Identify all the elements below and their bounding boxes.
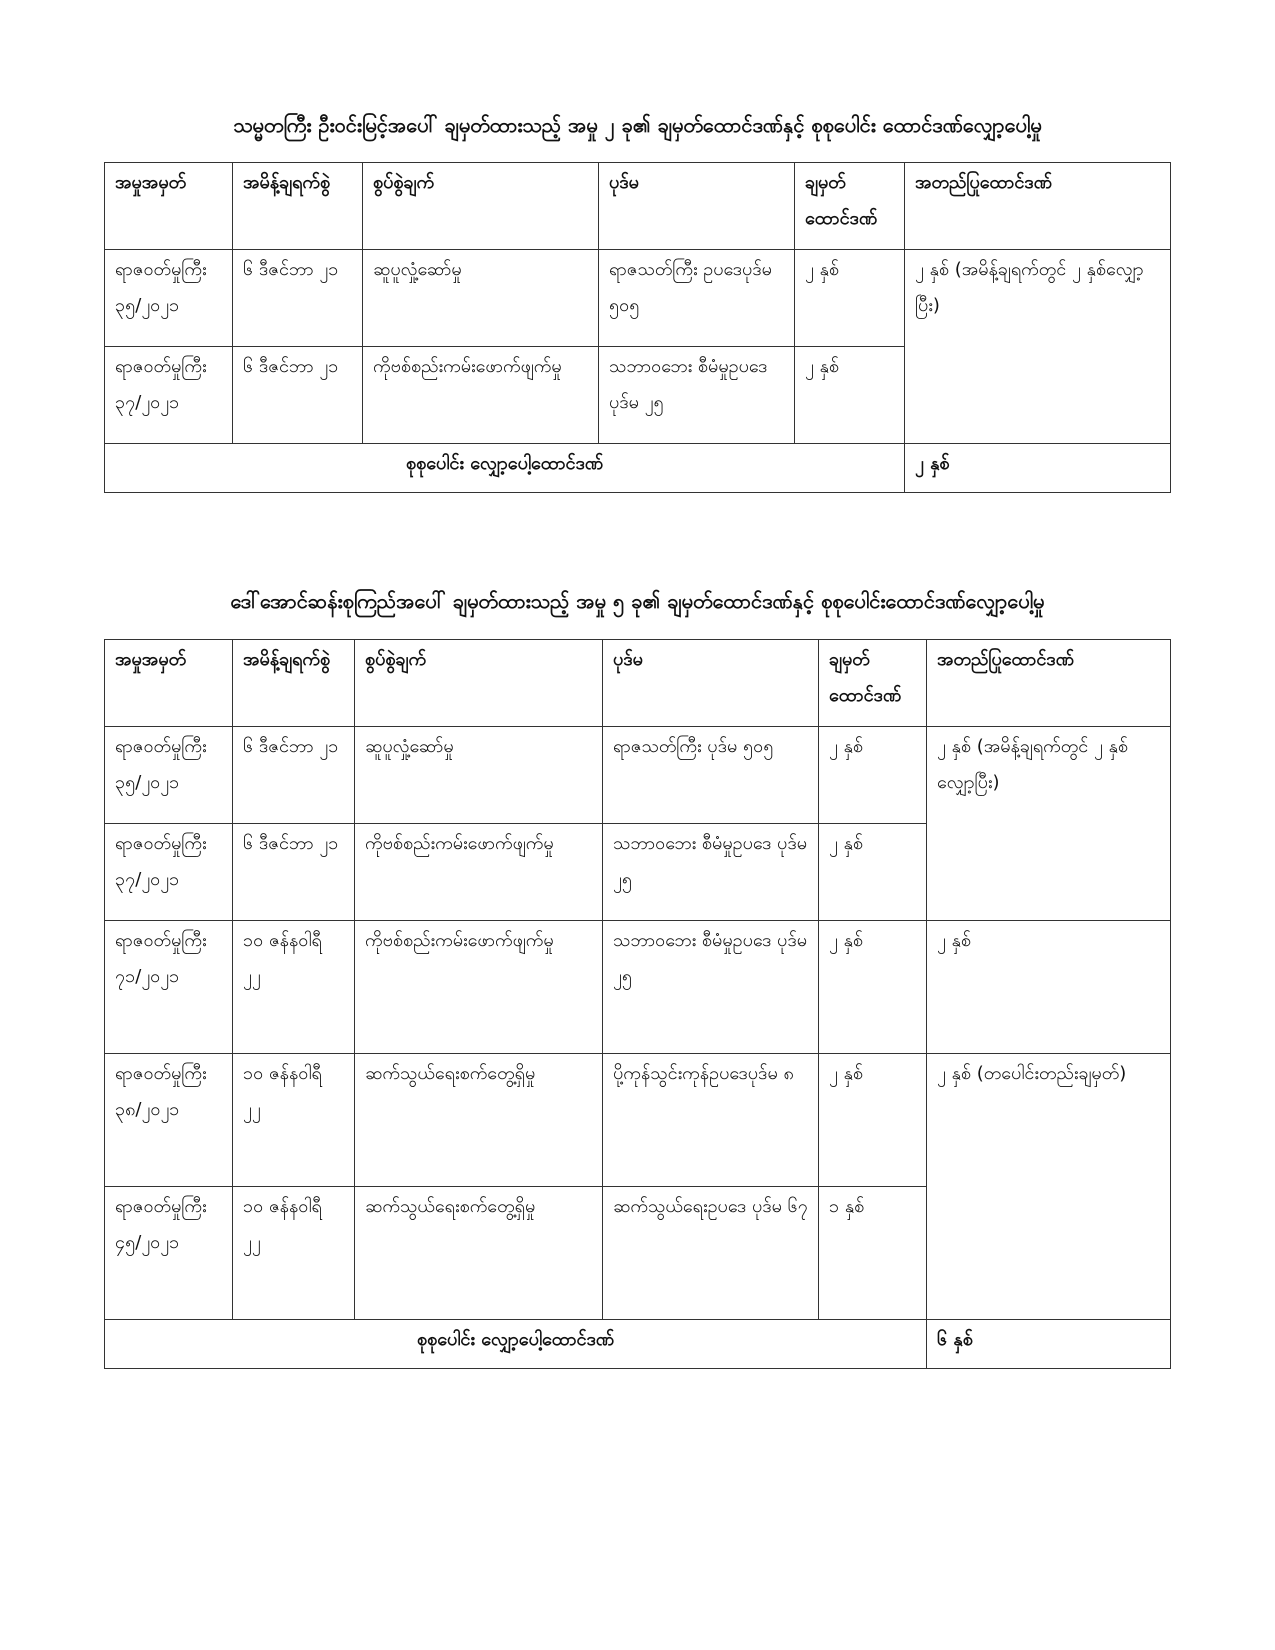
header-section: ပုဒ်မ: [603, 640, 819, 727]
case-no-cell: ရာဇဝတ်မှုကြီး ၇၁/၂၀၂၁: [105, 921, 233, 1054]
section-cell: ရာဇသတ်ကြီး ပုဒ်မ ၅၀၅: [603, 727, 819, 824]
section-cell: ဆက်သွယ်ရေးဥပဒေ ပုဒ်မ ၆၇: [603, 1187, 819, 1320]
table-row: [105, 727, 1171, 824]
case-no-cell: ရာဇဝတ်မှုကြီး ၃၅/၂၀၂၁: [105, 727, 233, 824]
header-confirmed: အတည်ပြုထောင်ဒဏ်: [927, 640, 1171, 727]
header-case-no: အမှုအမှတ်: [105, 640, 233, 727]
date-cell: ၆ ဒီဇင်ဘာ ၂၁: [233, 250, 363, 347]
sentence-cell: ၂ နှစ်: [819, 824, 927, 921]
table-row: [105, 250, 1171, 347]
header-charge: စွပ်စွဲချက်: [363, 163, 599, 250]
header-case-no: အမှုအမှတ်: [105, 163, 233, 250]
section-2-table: [104, 639, 1171, 1369]
date-cell: ၆ ဒီဇင်ဘာ ၂၁: [233, 727, 355, 824]
header-sentence: ချမှတ် ထောင်ဒဏ်: [795, 163, 905, 250]
case-no-cell: ရာဇဝတ်မှုကြီး ၃၈/၂၀၂၁: [105, 1054, 233, 1187]
header-date: အမိန့်ချရက်စွဲ: [233, 163, 363, 250]
charge-cell: ဆူပူလှုံ့ဆော်မှု: [355, 727, 603, 824]
section-cell: သဘာဝဘေး စီမံမှုဥပဒေ ပုဒ်မ ၂၅: [603, 824, 819, 921]
charge-cell: ဆူပူလှုံ့ဆော်မှု: [363, 250, 599, 347]
sentence-cell: ၂ နှစ်: [819, 1054, 927, 1187]
table-header-row: [105, 640, 1171, 727]
total-row: [105, 444, 1171, 493]
section-cell: ပို့ကုန်သွင်းကုန်ဥပဒေပုဒ်မ ၈: [603, 1054, 819, 1187]
confirmed-cell: ၂ နှစ် (အမိန့်ချရက်တွင် ၂ နှစ်လျှော့ပြီး): [927, 727, 1171, 921]
header-confirmed: အတည်ပြုထောင်ဒဏ်: [905, 163, 1171, 250]
charge-cell: ကိုဗစ်စည်းကမ်းဖောက်ဖျက်မှု: [355, 824, 603, 921]
case-no-cell: ရာဇဝတ်မှုကြီး ၃၇/၂၀၂၁: [105, 347, 233, 444]
section-cell: ရာဇသတ်ကြီး ဥပဒေပုဒ်မ ၅၀၅: [599, 250, 795, 347]
sentence-cell: ၂ နှစ်: [819, 727, 927, 824]
charge-cell: ကိုဗစ်စည်းကမ်းဖောက်ဖျက်မှု: [363, 347, 599, 444]
charge-cell: ဆက်သွယ်ရေးစက်တွေ့ရှိမှု: [355, 1054, 603, 1187]
confirmed-cell: ၂ နှစ် (အမိန့်ချရက်တွင် ၂ နှစ်လျှော့ပြီး): [905, 250, 1171, 444]
total-value: ၂ နှစ်: [905, 444, 1171, 493]
header-section: ပုဒ်မ: [599, 163, 795, 250]
charge-cell: ဆက်သွယ်ရေးစက်တွေ့ရှိမှု: [355, 1187, 603, 1320]
total-label: စုစုပေါင်း လျှော့ပေါ့ထောင်ဒဏ်: [105, 1320, 927, 1369]
confirmed-cell: ၂ နှစ်: [927, 921, 1171, 1054]
section-1-table: [104, 162, 1171, 493]
table-header-row: [105, 163, 1171, 250]
total-value: ၆ နှစ်: [927, 1320, 1171, 1369]
date-cell: ၁၀ ဇန်နဝါရီ ၂၂: [233, 1187, 355, 1320]
header-sentence: ချမှတ် ထောင်ဒဏ်: [819, 640, 927, 727]
table-row: [105, 1054, 1171, 1187]
total-row: [105, 1320, 1171, 1369]
case-no-cell: ရာဇဝတ်မှုကြီး ၃၇/၂၀၂၁: [105, 824, 233, 921]
section-2-title: ဒေါ်အောင်ဆန်းစုကြည်အပေါ် ချမှတ်ထားသည့် အမှု ၅ ခု၏ ချမှတ်ထောင်ဒဏ်နှင့် စုစုပေါင်းထောင်ဒဏ်လျှော့ပေါ့မှု: [230, 589, 1045, 613]
charge-cell: ကိုဗစ်စည်းကမ်းဖောက်ဖျက်မှု: [355, 921, 603, 1054]
date-cell: ၆ ဒီဇင်ဘာ ၂၁: [233, 347, 363, 444]
date-cell: ၆ ဒီဇင်ဘာ ၂၁: [233, 824, 355, 921]
case-no-cell: ရာဇဝတ်မှုကြီး ၃၅/၂၀၂၁: [105, 250, 233, 347]
header-date: အမိန့်ချရက်စွဲ: [233, 640, 355, 727]
sentence-cell: ၂ နှစ်: [795, 347, 905, 444]
section-cell: သဘာဝဘေး စီမံမှုဥပဒေ ပုဒ်မ ၂၅: [603, 921, 819, 1054]
header-charge: စွပ်စွဲချက်: [355, 640, 603, 727]
section-1-title: သမ္မတကြီး ဦးဝင်းမြင့်အပေါ် ချမှတ်ထားသည့် အမှု ၂ ခု၏ ချမှတ်ထောင်ဒဏ်နှင့် စုစုပေါင်း ထောင်ဒဏ်လျှော့ပေါ့မှု: [233, 113, 1042, 137]
sentence-cell: ၂ နှစ်: [819, 921, 927, 1054]
confirmed-cell: ၂ နှစ် (တပေါင်းတည်းချမှတ်): [927, 1054, 1171, 1320]
section-cell: သဘာဝဘေး စီမံမှုဥပဒေ ပုဒ်မ ၂၅: [599, 347, 795, 444]
table-row: [105, 921, 1171, 1054]
sentence-cell: ၁ နှစ်: [819, 1187, 927, 1320]
case-no-cell: ရာဇဝတ်မှုကြီး ၄၅/၂၀၂၁: [105, 1187, 233, 1320]
total-label: စုစုပေါင်း လျှော့ပေါ့ထောင်ဒဏ်: [105, 444, 905, 493]
date-cell: ၁၀ ဇန်နဝါရီ ၂၂: [233, 1054, 355, 1187]
date-cell: ၁၀ ဇန်နဝါရီ ၂၂: [233, 921, 355, 1054]
sentence-cell: ၂ နှစ်: [795, 250, 905, 347]
